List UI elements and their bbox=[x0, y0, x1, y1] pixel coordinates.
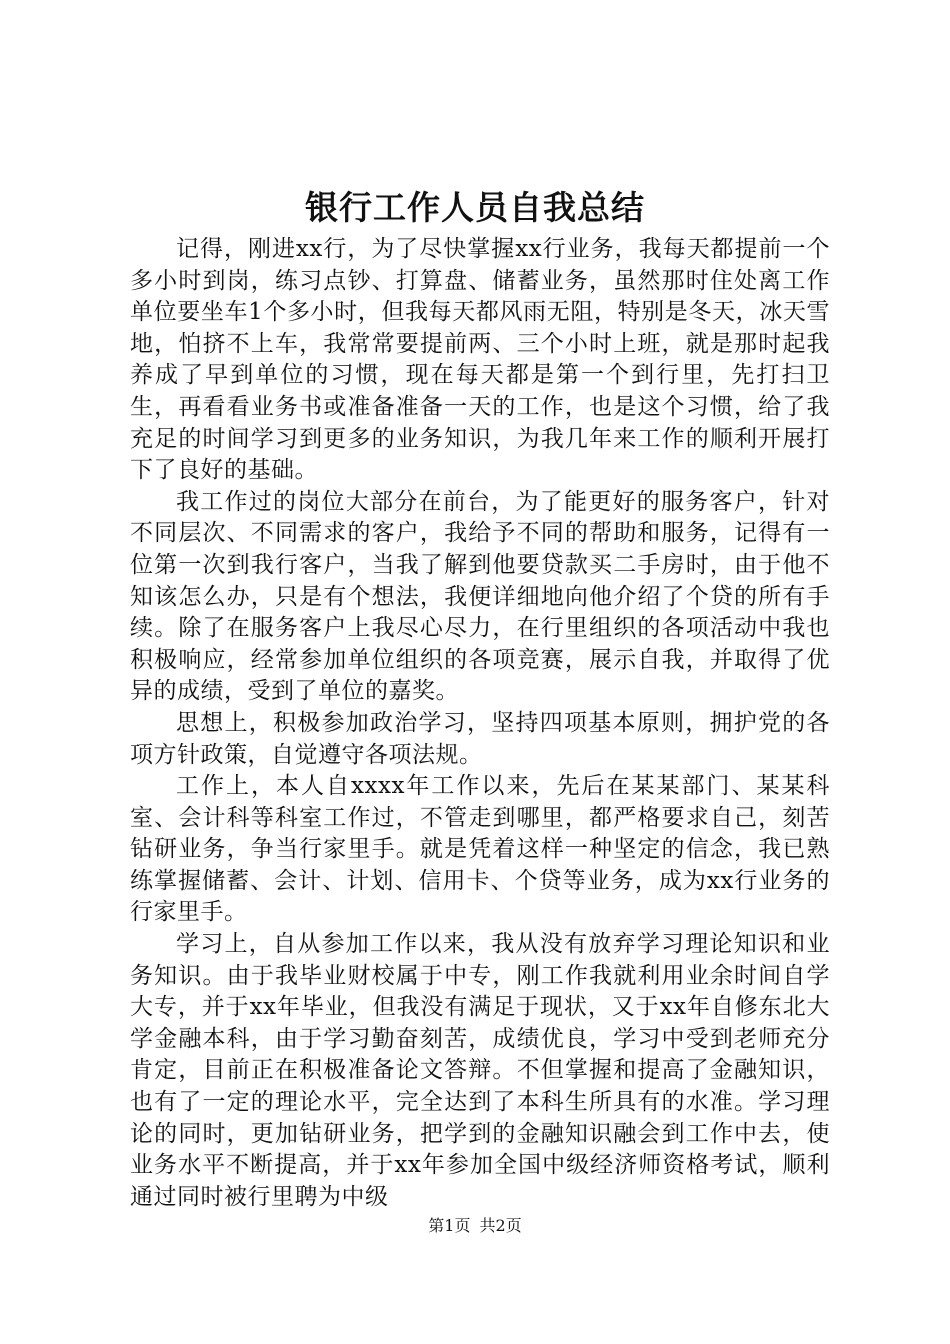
page-number-total: 共2页 bbox=[479, 1216, 522, 1235]
paragraph-2: 我工作过的岗位大部分在前台，为了能更好的服务客户，针对不同层次、不同需求的客户，我给予不同的帮助和服务，记得有一位第一次到我行客户，当我了解到他要贷款买二手房时，由于他不知该怎么办，只是有个想法，我便详细地向他介绍了个贷的所有手续。除了在服务客户上我尽心尽力，在行里组织的各项活动中我也积极响应，经常参加单位组织的各项竞赛，展示自我，并取得了优异的成绩，受到了单位的嘉奖。 bbox=[130, 488, 830, 705]
paragraph-3: 思想上，积极参加政治学习，坚持四项基本原则，拥护党的各项方针政策，自觉遵守各项法规。 bbox=[130, 709, 830, 768]
paragraph-5: 学习上，自从参加工作以来，我从没有放弃学习理论知识和业务知识。由于我毕业财校属于中专，刚工作我就利用业余时间自学大专，并于xx年毕业，但我没有满足于现状，又于xx年自修东北大学金融本科，由于学习勤奋刻苦，成绩优良，学习中受到老师充分肯定，目前正在积极准备论文答辩。不但掌握和提高了金融知识，也有了一定的理论水平，完全达到了本科生所具有的水准。学习理论的同时，更加钻研业务，把学到的金融知识融会到工作中去，使业务水平不断提高，并于xx年参加全国中级经济师资格考试，顺利通过同时被行里聘为中级 bbox=[130, 931, 830, 1210]
page-footer bbox=[0, 1214, 950, 1238]
document-body bbox=[130, 234, 830, 1213]
page-number-current: 第1页 bbox=[428, 1216, 471, 1235]
document-title: 银行工作人员自我总结 bbox=[305, 188, 645, 227]
paragraph-4: 工作上，本人自xxxx年工作以来，先后在某某部门、某某科室、会计科等科室工作过，不管走到哪里，都严格要求自己，刻苦钻研业务，争当行家里手。就是凭着这样一种坚定的信念，我已熟练掌握储蓄、会计、计划、信用卡、个贷等业务，成为xx行业务的行家里手。 bbox=[130, 773, 830, 926]
paragraph-1: 记得，刚进xx行，为了尽快掌握xx行业务，我每天都提前一个多小时到岗，练习点钞、打算盘、储蓄业务，虽然那时住处离工作单位要坐车1个多小时，但我每天都风雨无阻，特别是冬天，冰天雪地，怕挤不上车，我常常要提前两、三个小时上班，就是那时起我养成了早到单位的习惯，现在每天都是第一个到行里，先打扫卫生，再看看业务书或准备准备一天的工作，也是这个习惯，给了我充足的时间学习到更多的业务知识，为我几年来工作的顺利开展打下了良好的基础。 bbox=[130, 236, 830, 484]
